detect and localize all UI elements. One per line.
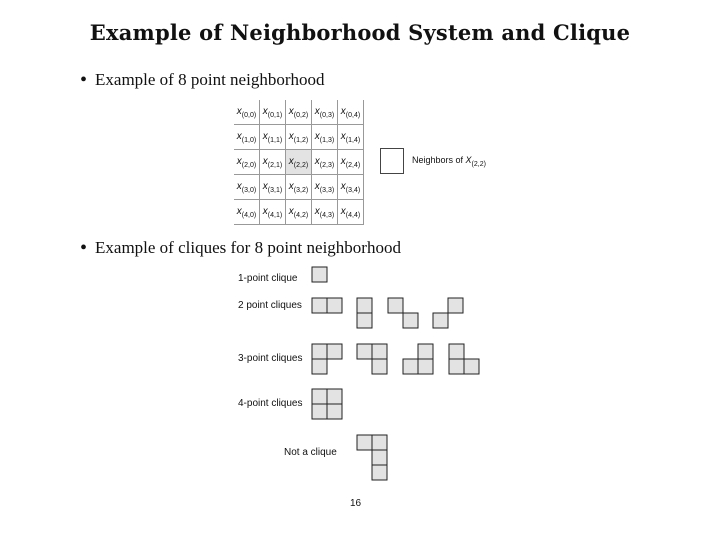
page-number: 16 [350, 498, 362, 509]
two-point-clique-diagonal-up-diagram [433, 298, 463, 328]
one-point-clique-label: 1-point clique [238, 273, 298, 284]
grid-cell-2-2: $x_{(2,2)}$ [286, 150, 312, 175]
grid-cell-3-0: $x_{(3,0)}$ [234, 175, 260, 200]
grid-cell-0-3: $x_{(0,3)}$ [312, 100, 338, 125]
not-a-clique-diagram [357, 435, 387, 480]
grid-cell-1-1: $x_{(1,1)}$ [260, 125, 286, 150]
grid-cell-3-3: $x_{(3,3)}$ [312, 175, 338, 200]
grid-cell-2-1: $x_{(2,1)}$ [260, 150, 286, 175]
three-point-clique-c-diagram [403, 344, 433, 374]
two-point-clique-horizontal-diagram [312, 298, 342, 313]
grid-cell-1-2: $x_{(1,2)}$ [286, 125, 312, 150]
grid-cell-4-3: $x_{(4,3)}$ [312, 200, 338, 225]
bullet-dot-icon: • [80, 69, 88, 91]
grid-cell-0-4: $x_{(0,4)}$ [338, 100, 364, 125]
four-point-cliques-label: 4-point cliques [238, 398, 303, 409]
three-point-cliques-label: 3-point cliques [238, 353, 303, 364]
grid-cell-2-4: $x_{(2,4)}$ [338, 150, 364, 175]
bullet-text: Example of 8 point neighborhood [95, 70, 325, 89]
four-point-clique-diagram [312, 389, 342, 419]
three-point-clique-b-diagram [357, 344, 387, 374]
grid-cell-1-4: $x_{(1,4)}$ [338, 125, 364, 150]
three-point-clique-d-diagram [449, 344, 479, 374]
one-point-clique-diagram [312, 267, 327, 282]
grid-cell-3-4: $x_{(3,4)}$ [338, 175, 364, 200]
grid-cell-4-2: $x_{(4,2)}$ [286, 200, 312, 225]
grid-cell-3-2: $x_{(3,2)}$ [286, 175, 312, 200]
two-point-cliques-label: 2 point cliques [238, 300, 302, 311]
grid-cell-3-1: $x_{(3,1)}$ [260, 175, 286, 200]
grid-cell-1-0: $x_{(1,0)}$ [234, 125, 260, 150]
bullet-text: Example of cliques for 8 point neighborhood [95, 238, 401, 257]
slide-title: Example of Neighborhood System and Clique [89, 20, 631, 45]
grid-cell-4-0: $x_{(4,0)}$ [234, 200, 260, 225]
grid-cell-2-3: $x_{(2,3)}$ [312, 150, 338, 175]
grid-cell-0-0: $x_{(0,0)}$ [234, 100, 260, 125]
neighbors-legend-label: Neighbors of $X_{(2,2)}$ [412, 154, 486, 168]
grid-cell-0-1: $x_{(0,1)}$ [260, 100, 286, 125]
three-point-clique-a-diagram [312, 344, 342, 374]
not-a-clique-label: Not a clique [284, 447, 337, 458]
grid-cell-4-4: $x_{(4,4)}$ [338, 200, 364, 225]
grid-cell-0-2: $x_{(0,2)}$ [286, 100, 312, 125]
grid-cell-4-1: $x_{(4,1)}$ [260, 200, 286, 225]
bullet-dot-icon: • [80, 237, 88, 259]
two-point-clique-diagonal-down-diagram [388, 298, 418, 328]
grid-cell-1-3: $x_{(1,3)}$ [312, 125, 338, 150]
two-point-clique-vertical-diagram [357, 298, 372, 328]
grid-cell-2-0: $x_{(2,0)}$ [234, 150, 260, 175]
